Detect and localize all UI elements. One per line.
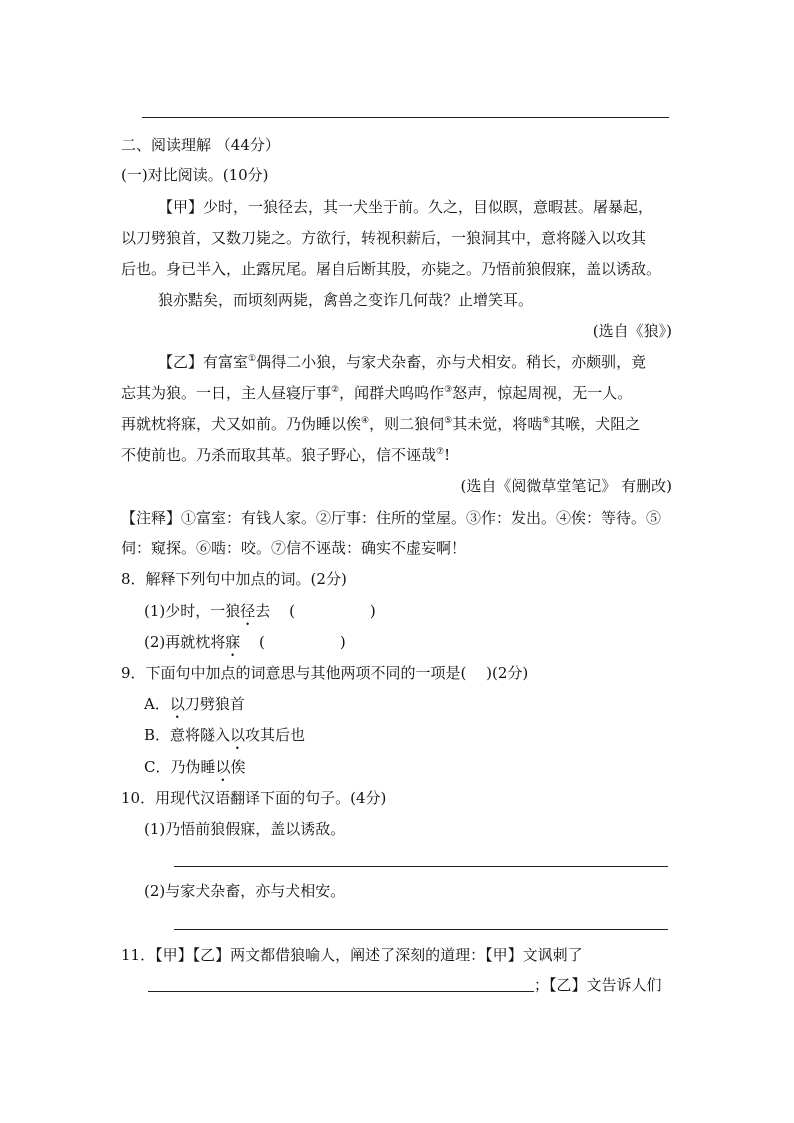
footnote-mark: ⑥ — [542, 416, 551, 426]
text-run: B．意将隧入 — [144, 726, 231, 744]
text-run: 攻其后也 — [245, 726, 306, 744]
subsection-title — [121, 165, 269, 185]
text-run: A． — [144, 695, 170, 713]
answer-line[interactable] — [174, 866, 668, 867]
answer-line[interactable] — [148, 991, 534, 992]
text-run: 忘其为狼。一日，主人昼寝厅事 — [121, 384, 332, 402]
text-run: ，则二狼伺 — [369, 415, 445, 433]
passage-a-line: 【甲】少时，一狼径去，其一犬坐于前。久之，目似瞑，意暇甚。屠暴起， — [158, 198, 654, 216]
section-score: （44分） — [215, 136, 280, 154]
footnote-mark: ⑤ — [444, 416, 453, 426]
text-run: 其喉，犬阻之 — [550, 415, 641, 433]
section-title-text: 二、阅读理解 — [121, 136, 212, 154]
question-8-stem: 8．解释下列句中加点的词。(2分) — [121, 570, 347, 588]
question-8-item-2 — [144, 632, 346, 660]
text-run: (1)少时，一狼 — [144, 602, 241, 620]
question-10-item-2: (2)与家犬杂畜，亦与犬相安。 — [144, 882, 346, 900]
question-11-line-1: 11．【甲】【乙】两文都借狼喻人，阐述了深刻的道理：【甲】文讽刺了 — [121, 946, 583, 964]
footnote-mark: ③ — [444, 385, 453, 395]
question-9-option-b[interactable] — [144, 725, 305, 753]
subsection-title-text: (一)对比阅读。 — [121, 166, 223, 184]
dotted-word: 径 — [240, 602, 256, 620]
passage-b-line — [121, 414, 640, 434]
dotted-word: 以 — [215, 758, 231, 776]
notes-line: 伺：窥探。⑥啮：咬。⑦信不诬哉：确实不虚妄啊！ — [121, 539, 467, 557]
passage-b-line — [158, 352, 646, 372]
text-run: (2)再就枕将 — [144, 633, 226, 651]
text-run: 再就枕将寐，犬又如前。乃伪睡以俟 — [121, 415, 362, 433]
dotted-word: 寐 — [225, 633, 241, 651]
question-9-option-a[interactable] — [144, 694, 245, 722]
notes-line: 【注释】①富室：有钱人家。②厅事：住所的堂屋。③作：发出。④俟：等待。⑤ — [121, 509, 662, 527]
passage-b-line — [121, 445, 450, 465]
footnote-mark: ② — [331, 385, 340, 395]
passage-a-line: 狼亦黠矣，而顷刻两毙，禽兽之变诈几何哉？止增笑耳。 — [158, 291, 534, 309]
subsection-score: (10分) — [222, 166, 269, 184]
text-run: 【乙】有富室 — [158, 353, 249, 371]
passage-b-source: (选自《阅微草堂笔记》 有删改) — [460, 477, 672, 495]
text-run: C．乃伪睡 — [144, 758, 216, 776]
answer-blank[interactable]: ( ) — [259, 633, 346, 651]
passage-a-source: (选自《狼》) — [592, 322, 672, 340]
passage-a-line: 以刀劈狼首，又数刀毙之。方欲行，转视积薪后，一狼洞其中，意将隧入以攻其 — [121, 229, 647, 247]
answer-blank[interactable]: ( ) — [289, 602, 376, 620]
text-run: 其未觉，将啮 — [452, 415, 543, 433]
footnote-mark: ⑦ — [436, 447, 445, 457]
text-run: ，闻群犬呜呜作 — [339, 384, 445, 402]
text-run: 不使前也。乃杀而取其革。狼子野心，信不诬哉 — [121, 446, 437, 464]
passage-b-line — [121, 383, 632, 403]
question-10-stem: 10．用现代汉语翻译下面的句子。(4分) — [121, 789, 387, 807]
dotted-word: 以 — [169, 695, 185, 713]
header-rule — [142, 117, 669, 118]
section-title — [121, 135, 280, 155]
footnote-mark: ① — [248, 354, 257, 364]
question-10-item-1: (1)乃悟前狼假寐，盖以诱敌。 — [144, 820, 346, 838]
text-run: ! — [444, 446, 451, 464]
text-run: 偶得二小狼，与家犬杂畜，亦与犬相安。稍长，亦颇驯，竟 — [256, 353, 647, 371]
question-9-stem: 9．下面句中加点的词意思与其他两项不同的一项是( )(2分) — [121, 664, 529, 682]
text-run: 刀劈狼首 — [184, 695, 245, 713]
passage-a-line: 后也。身已半入，止露尻尾。屠自后断其股，亦毙之。乃悟前狼假寐，盖以诱敌。 — [121, 260, 662, 278]
question-8-item-1 — [144, 601, 376, 629]
text-run: 俟 — [230, 758, 246, 776]
text-run: 去 — [255, 602, 271, 620]
footnote-mark: ④ — [361, 416, 370, 426]
dotted-word: 以 — [230, 726, 246, 744]
text-run: 怒声，惊起周视，无一人。 — [452, 384, 633, 402]
question-11-line-2: ；【乙】文告诉人们 — [534, 976, 662, 994]
question-9-option-c[interactable] — [144, 757, 246, 785]
answer-line[interactable] — [174, 929, 668, 930]
